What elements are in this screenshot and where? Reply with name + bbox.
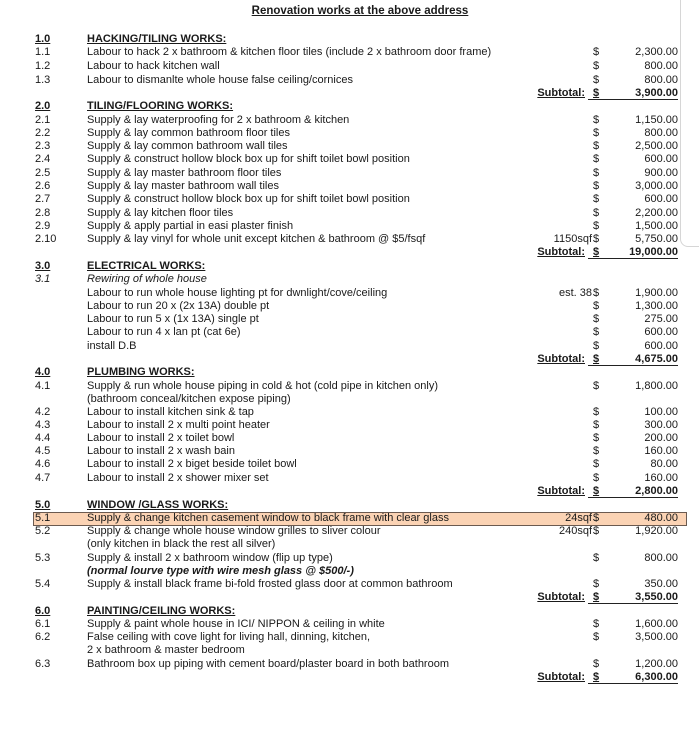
item-description: 2 x bathroom & master bedroom xyxy=(87,644,245,656)
currency-symbol: $ xyxy=(593,313,600,325)
line-item xyxy=(0,618,699,631)
item-amount: 160.00 xyxy=(644,472,678,484)
section-title: HACKING/TILING WORKS: xyxy=(87,33,227,45)
item-description: Labour to install 2 x wash bain xyxy=(87,445,235,457)
line-item xyxy=(0,114,699,127)
item-amount: 80.00 xyxy=(650,458,678,470)
line-item-highlighted xyxy=(0,512,699,525)
item-quantity: 240sqf xyxy=(558,525,592,537)
section-header xyxy=(0,33,699,46)
subtotal-amount: 3,550.00 xyxy=(588,591,678,604)
item-description: Supply & run whole house piping in cold & hot (cold pipe in kitchen only) xyxy=(87,380,438,392)
line-item xyxy=(0,432,699,445)
subtotal-row xyxy=(0,591,699,604)
currency-symbol: $ xyxy=(593,419,600,431)
item-number: 2.8 xyxy=(35,207,51,219)
line-item xyxy=(0,127,699,140)
line-item xyxy=(0,631,699,644)
item-amount: 3,000.00 xyxy=(635,180,678,192)
item-amount: 3,500.00 xyxy=(635,631,678,643)
subtotal-amount: 19,000.00 xyxy=(588,246,678,259)
item-description: Supply & paint whole house in ICI/ NIPPON & ceiling in white xyxy=(87,618,385,630)
item-number: 1.2 xyxy=(35,60,51,72)
line-item xyxy=(0,167,699,180)
currency-symbol: $ xyxy=(593,472,600,484)
item-description: Labour to install 2 x biget beside toilet bowl xyxy=(87,458,297,470)
line-item xyxy=(0,340,699,353)
item-amount: 1,200.00 xyxy=(635,658,678,670)
item-description: Labour to install 2 x multi point heater xyxy=(87,419,270,431)
item-number: 2.3 xyxy=(35,140,51,152)
subtotal-label: Subtotal: xyxy=(537,246,585,258)
item-number: 6.2 xyxy=(35,631,51,643)
line-item xyxy=(0,658,699,671)
item-quantity: 24sqf xyxy=(565,512,592,524)
currency-symbol: $ xyxy=(593,246,600,258)
item-amount: 160.00 xyxy=(644,445,678,457)
item-number: 4.4 xyxy=(35,432,51,444)
subtotal-row xyxy=(0,87,699,100)
item-amount: 800.00 xyxy=(644,74,678,86)
item-number: 3.1 xyxy=(35,273,51,285)
item-number: 2.1 xyxy=(35,114,51,126)
currency-symbol: $ xyxy=(593,140,600,152)
item-description: Supply & construct hollow block box up for shift toilet bowl position xyxy=(87,193,410,205)
item-amount: 600.00 xyxy=(644,340,678,352)
item-number: 4.3 xyxy=(35,419,51,431)
item-description: Supply & lay waterproofing for 2 x bathroom & kitchen xyxy=(87,114,350,126)
currency-symbol: $ xyxy=(593,287,600,299)
item-amount: 350.00 xyxy=(644,578,678,590)
item-amount: 1,920.00 xyxy=(635,525,678,537)
currency-symbol: $ xyxy=(593,525,600,537)
item-description: install D.B xyxy=(87,340,137,352)
item-number: 2.2 xyxy=(35,127,51,139)
section-header xyxy=(0,260,699,273)
line-item xyxy=(0,419,699,432)
currency-symbol: $ xyxy=(593,445,600,457)
line-item xyxy=(0,60,699,73)
section-number: 4.0 xyxy=(35,366,51,378)
currency-symbol: $ xyxy=(593,618,600,630)
line-item xyxy=(0,46,699,59)
line-item xyxy=(0,445,699,458)
item-description: Supply & change whole house window grilles to sliver colour xyxy=(87,525,381,537)
item-number: 6.3 xyxy=(35,658,51,670)
line-item xyxy=(0,153,699,166)
item-amount: 900.00 xyxy=(644,167,678,179)
item-amount: 480.00 xyxy=(644,512,678,524)
line-item xyxy=(0,406,699,419)
currency-symbol: $ xyxy=(593,127,600,139)
item-description: False ceiling with cove light for living hall, dinning, kitchen, xyxy=(87,631,371,643)
item-description: Labour to run 20 x (2x 13A) double pt xyxy=(87,300,270,312)
subtotal-label: Subtotal: xyxy=(537,591,585,603)
item-description: Labour to run whole house lighting pt for dwnlight/cove/ceiling xyxy=(87,287,388,299)
subtotal-label: Subtotal: xyxy=(537,485,585,497)
line-item-note xyxy=(0,565,699,578)
item-number: 4.6 xyxy=(35,458,51,470)
line-item xyxy=(0,644,699,657)
item-description: (only kitchen in black the rest all silver) xyxy=(87,538,276,550)
line-item xyxy=(0,538,699,551)
section-number: 5.0 xyxy=(35,499,51,511)
item-amount: 2,500.00 xyxy=(635,140,678,152)
item-amount: 300.00 xyxy=(644,419,678,431)
item-number: 4.5 xyxy=(35,445,51,457)
item-number: 2.5 xyxy=(35,167,51,179)
item-amount: 800.00 xyxy=(644,552,678,564)
currency-symbol: $ xyxy=(593,406,600,418)
currency-symbol: $ xyxy=(593,114,600,126)
currency-symbol: $ xyxy=(593,432,600,444)
subtotal-amount: 6,300.00 xyxy=(588,671,678,684)
currency-symbol: $ xyxy=(593,74,600,86)
item-description: Supply & install black frame bi-fold frosted glass door at common bathroom xyxy=(87,578,453,590)
currency-symbol: $ xyxy=(593,340,600,352)
currency-symbol: $ xyxy=(593,233,600,245)
item-amount: 800.00 xyxy=(644,60,678,72)
item-amount: 275.00 xyxy=(644,313,678,325)
section-header xyxy=(0,605,699,618)
item-amount: 5,750.00 xyxy=(635,233,678,245)
item-description: Labour to install 2 x toilet bowl xyxy=(87,432,235,444)
currency-symbol: $ xyxy=(593,671,600,683)
item-amount: 600.00 xyxy=(644,193,678,205)
section-title: TILING/FLOORING WORKS: xyxy=(87,100,234,112)
item-quantity: est. 38 xyxy=(558,287,592,299)
line-item xyxy=(0,140,699,153)
item-number: 6.1 xyxy=(35,618,51,630)
item-number: 2.6 xyxy=(35,180,51,192)
item-description: Labour to hack 2 x bathroom & kitchen floor tiles (include 2 x bathroom door frame) xyxy=(87,46,492,58)
section-title: WINDOW /GLASS WORKS: xyxy=(87,499,229,511)
currency-symbol: $ xyxy=(593,220,600,232)
line-item xyxy=(0,393,699,406)
currency-symbol: $ xyxy=(593,485,600,497)
line-item xyxy=(0,193,699,206)
section-number: 2.0 xyxy=(35,100,51,112)
item-number: 2.9 xyxy=(35,220,51,232)
item-number: 5.1 xyxy=(35,512,51,524)
item-description: (bathroom conceal/kitchen expose piping) xyxy=(87,393,291,405)
item-number: 4.2 xyxy=(35,406,51,418)
item-number: 5.4 xyxy=(35,578,51,590)
line-item xyxy=(0,207,699,220)
section-number: 6.0 xyxy=(35,605,51,617)
item-description: Supply & lay vinyl for whole unit except kitchen & bathroom @ $5/fsqf xyxy=(87,233,426,245)
subtotal-label: Subtotal: xyxy=(537,353,585,365)
item-quantity: 1150sqf xyxy=(553,233,592,245)
currency-symbol: $ xyxy=(593,180,600,192)
item-number: 2.4 xyxy=(35,153,51,165)
section-number: 1.0 xyxy=(35,33,51,45)
subtotal-amount: 2,800.00 xyxy=(588,485,678,498)
item-number: 4.7 xyxy=(35,472,51,484)
currency-symbol: $ xyxy=(593,591,600,603)
section-title: ELECTRICAL WORKS: xyxy=(87,260,206,272)
line-item xyxy=(0,525,699,538)
item-amount: 2,300.00 xyxy=(635,46,678,58)
item-amount: 1,500.00 xyxy=(635,220,678,232)
item-amount: 2,200.00 xyxy=(635,207,678,219)
item-description: Supply & lay common bathroom floor tiles xyxy=(87,127,290,139)
section-title: PAINTING/CEILING WORKS: xyxy=(87,605,236,617)
subtotal-label: Subtotal: xyxy=(537,671,585,683)
item-description: Labour to install 2 x shower mixer set xyxy=(87,472,269,484)
item-description: Supply & install 2 x bathroom window (flip up type) xyxy=(87,552,333,564)
currency-symbol: $ xyxy=(593,153,600,165)
item-number: 2.7 xyxy=(35,193,51,205)
subtotal-row xyxy=(0,353,699,366)
item-description: Supply & lay master bathroom wall tiles xyxy=(87,180,279,192)
currency-symbol: $ xyxy=(593,167,600,179)
line-item xyxy=(0,326,699,339)
line-item xyxy=(0,458,699,471)
item-amount: 1,600.00 xyxy=(635,618,678,630)
line-item xyxy=(0,300,699,313)
document-title: Renovation works at the above address xyxy=(251,5,469,17)
item-description: Supply & apply partial in easi plaster finish xyxy=(87,220,294,232)
item-description: (normal lourve type with wire mesh glass @ $500/-) xyxy=(87,565,354,577)
item-amount: 100.00 xyxy=(644,406,678,418)
item-description: Labour to install kitchen sink & tap xyxy=(87,406,254,418)
currency-symbol: $ xyxy=(593,458,600,470)
line-item xyxy=(0,273,699,286)
section-title: PLUMBING WORKS: xyxy=(87,366,195,378)
currency-symbol: $ xyxy=(593,578,600,590)
item-number: 1.1 xyxy=(35,46,51,58)
currency-symbol: $ xyxy=(593,60,600,72)
item-description: Labour to hack kitchen wall xyxy=(87,60,220,72)
currency-symbol: $ xyxy=(593,207,600,219)
item-description: Supply & change kitchen casement window to black frame with clear glass xyxy=(87,512,449,524)
item-number: 4.1 xyxy=(35,380,51,392)
line-item xyxy=(0,287,699,300)
section-number: 3.0 xyxy=(35,260,51,272)
item-description: Labour to dismanlte whole house false ceiling/cornices xyxy=(87,74,353,86)
currency-symbol: $ xyxy=(593,631,600,643)
currency-symbol: $ xyxy=(593,46,600,58)
line-item xyxy=(0,552,699,565)
item-amount: 1,300.00 xyxy=(635,300,678,312)
item-description: Labour to run 5 x (1x 13A) single pt xyxy=(87,313,259,325)
item-amount: 200.00 xyxy=(644,432,678,444)
currency-symbol: $ xyxy=(593,353,600,365)
subtotal-row xyxy=(0,485,699,498)
item-description: Labour to run 4 x lan pt (cat 6e) xyxy=(87,326,241,338)
currency-symbol: $ xyxy=(593,300,600,312)
subtotal-amount: 4,675.00 xyxy=(588,353,678,366)
item-description: Supply & lay master bathroom floor tiles xyxy=(87,167,282,179)
item-amount: 1,900.00 xyxy=(635,287,678,299)
currency-symbol: $ xyxy=(593,658,600,670)
item-number: 1.3 xyxy=(35,74,51,86)
line-item xyxy=(0,220,699,233)
line-item xyxy=(0,472,699,485)
currency-symbol: $ xyxy=(593,326,600,338)
item-number: 5.3 xyxy=(35,552,51,564)
subtotal-row xyxy=(0,671,699,684)
line-item xyxy=(0,578,699,591)
subtotal-row xyxy=(0,246,699,259)
item-amount: 800.00 xyxy=(644,127,678,139)
line-item xyxy=(0,74,699,87)
currency-symbol: $ xyxy=(593,512,600,524)
subtotal-label: Subtotal: xyxy=(537,87,585,99)
item-amount: 1,150.00 xyxy=(635,114,678,126)
section-header xyxy=(0,366,699,379)
currency-symbol: $ xyxy=(593,552,600,564)
item-amount: 1,800.00 xyxy=(635,380,678,392)
item-description: Supply & lay kitchen floor tiles xyxy=(87,207,234,219)
section-header xyxy=(0,499,699,512)
item-description: Rewiring of whole house xyxy=(87,273,207,285)
line-item xyxy=(0,233,699,246)
item-description: Supply & construct hollow block box up for shift toilet bowl position xyxy=(87,153,410,165)
section-header xyxy=(0,100,699,113)
item-description: Supply & lay common bathroom wall tiles xyxy=(87,140,288,152)
currency-symbol: $ xyxy=(593,87,600,99)
currency-symbol: $ xyxy=(593,193,600,205)
item-amount: 600.00 xyxy=(644,326,678,338)
currency-symbol: $ xyxy=(593,380,600,392)
item-number: 5.2 xyxy=(35,525,51,537)
subtotal-amount: 3,900.00 xyxy=(588,87,678,100)
item-description: Bathroom box up piping with cement board/plaster board in both bathroom xyxy=(87,658,449,670)
line-item xyxy=(0,313,699,326)
item-amount: 600.00 xyxy=(644,153,678,165)
line-item xyxy=(0,380,699,393)
item-number: 2.10 xyxy=(35,233,57,245)
line-item xyxy=(0,180,699,193)
